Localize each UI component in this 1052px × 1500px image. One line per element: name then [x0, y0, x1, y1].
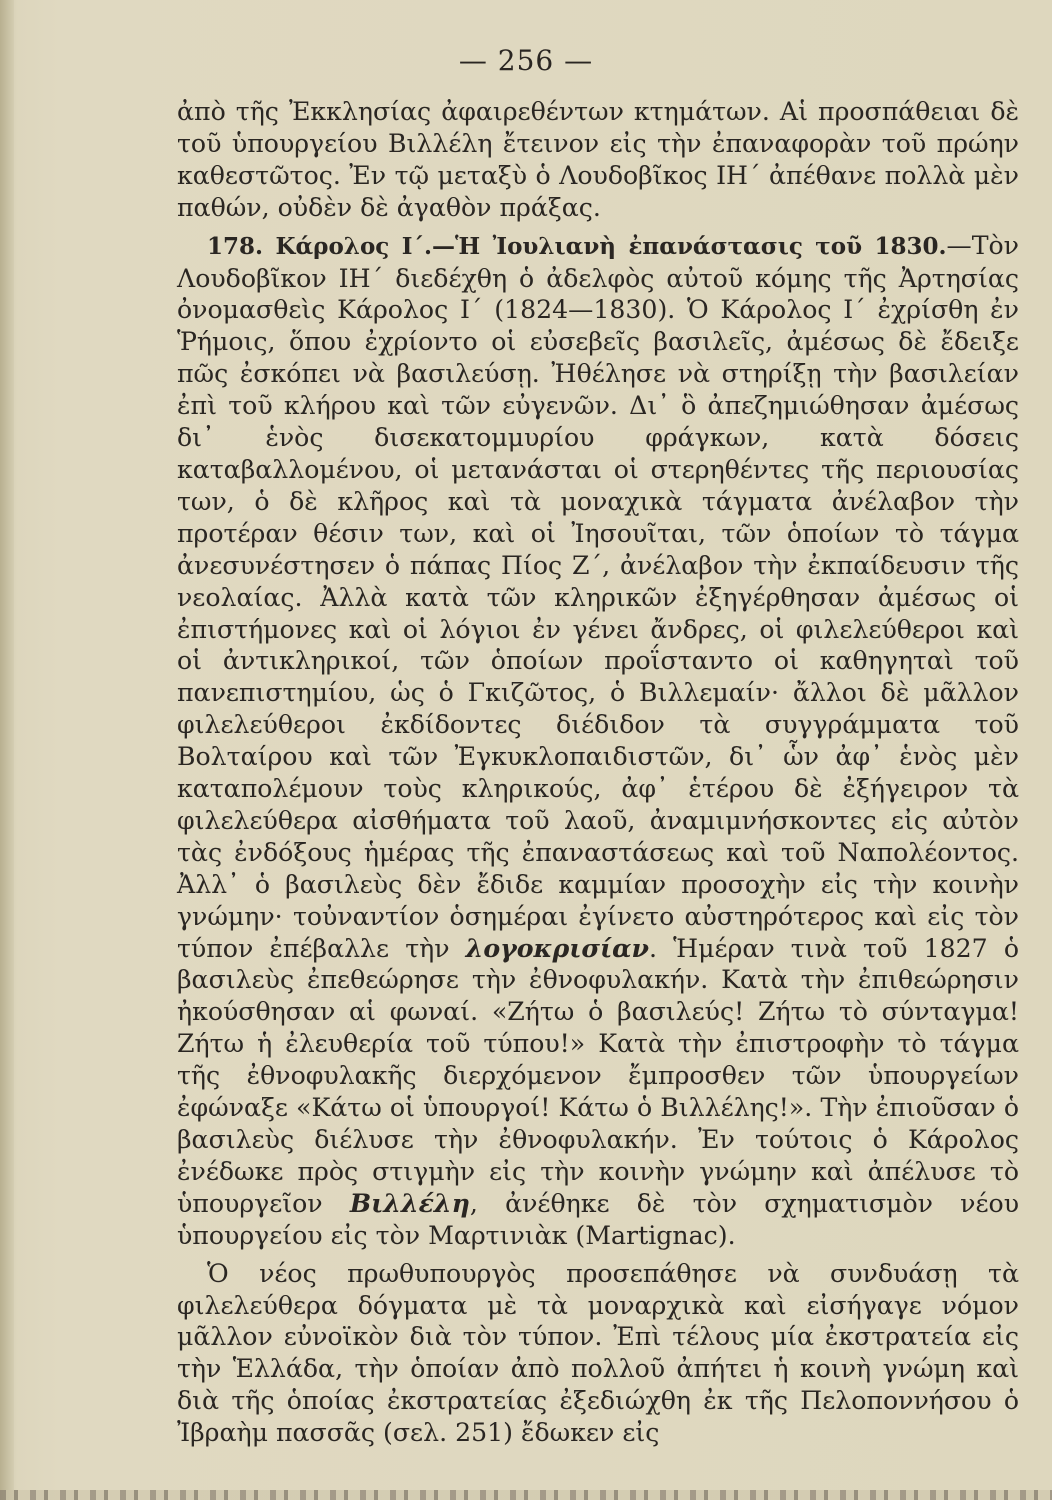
paragraph-3: Ὁ νέος πρωθυπουργὸς προσεπάθησε νὰ συνδυάσῃ τὰ φιλελεύθερα δόγματα μὲ τὰ μοναρχικὰ καὶ εἰσήγαγε νόμον μᾶλλον εὐνοϊκὸν διὰ τὸν τύπον. Ἐπὶ τέλους μία ἐκστρατεία εἰς τὴν Ἑλλάδα, τὴν ὁποίαν ἀπὸ πολλοῦ ἀπήτει ἡ κοινὴ γνώμη καὶ διὰ τῆς ὁποίας ἐκστρατείας ἐξεδιώχθη ἐκ τῆς Πελοποννήσου ὁ Ἰβραὴμ πασσᾶς (σελ. 251) ἔδωκεν εἰς — [177, 1258, 1019, 1448]
section-text-a: —Τὸν Λουδοβῖκον ΙΗ΄ διεδέχθη ὁ ἀδελφὸς αὐτοῦ κόμης τῆς Ἀρτησίας ὀνομασθεὶς Κάρολος Ι΄ (1824—1830). Ὁ Κάρολος Ι΄ ἐχρίσθη ἐν Ῥήμοις, ὅπου ἐχρίοντο οἱ εὐσεβεῖς βασιλεῖς, ἀμέσως δὲ ἔδειξε πῶς ἐσκόπει νὰ βασιλεύσῃ. Ἠθέλησε νὰ στηρίξῃ τὴν βασιλείαν ἐπὶ τοῦ κλήρου καὶ τῶν εὐγενῶν. Δι᾽ ὃ ἀπεζημιώθησαν ἀμέσως δι᾽ ἑνὸς δισεκατομμυρίου φράγκων, κατὰ δόσεις καταβαλλομένου, οἱ μετανάσται οἱ στερηθέντες τῆς περιουσίας των, ὁ δὲ κλῆρος καὶ τὰ μοναχικὰ τάγματα ἀνέλαβον τὴν προτέραν θέσιν των, καὶ οἱ Ἰησουῖται, τῶν ὁποίων τὸ τάγμα ἀνεσυνέστησεν ὁ πάπας Πίος Ζ΄, ἀνέλαβον τὴν ἐκπαίδευσιν τῆς νεολαίας. Ἀλλὰ κατὰ τῶν κληρικῶν ἐξηγέρθησαν ἀμέσως οἱ ἐπιστήμονες καὶ οἱ λόγιοι ἐν γένει ἄνδρες, οἱ φιλελεύθεροι καὶ οἱ ἀντικληρικοί, τῶν ὁποίων προΐσταντο οἱ καθηγηταὶ τοῦ πανεπιστημίου, ὡς ὁ Γκιζῶτος, ὁ Βιλλεμαίν· ἄλλοι δὲ μᾶλλον φιλελεύθεροι ἐκδίδοντες διέδιδον τὰ συγγράμματα τοῦ Βολταίρου καὶ τῶν Ἐγκυκλοπαιδιστῶν, δι᾽ ὧν ἀφ᾽ ἑνὸς μὲν καταπολέμουν τοὺς κληρικούς, ἀφ᾽ ἑτέρου δὲ ἐξήγειρον τὰ φιλελεύθερα αἰσθήματα τοῦ λαοῦ, ἀναμιμνήσκοντες εἰς αὐτὸν τὰς ἐνδόξους ἡμέρας τῆς ἐπαναστάσεως καὶ τοῦ Ναπολέοντος. Ἀλλ᾽ ὁ βασιλεὺς δὲν ἔδιδε καμμίαν προσοχὴν εἰς τὴν κοινὴν γνώμην· τοὐναντίον ὁσημέραι ἐγίνετο αὐστηρότερος καὶ εἰς τὸν τύπον ἐπέβαλλε τὴν — [177, 230, 1019, 963]
paragraph-1: ἀπὸ τῆς Ἐκκλησίας ἀφαιρεθέντων κτημάτων. Αἱ προσπάθειαι δὲ τοῦ ὑπουργείου Βιλλέλη ἔτεινον εἰς τὴν ἐπαναφορὰν τοῦ πρώην καθεστῶτος. Ἐν τῷ μεταξὺ ὁ Λουδοβῖκος ΙΗ΄ ἀπέθανε πολλὰ μὲν παθών, οὐδὲν δὲ ἀγαθὸν πράξας. — [177, 97, 1019, 222]
page-number: — 256 — — [458, 44, 594, 77]
paragraph-section-178 — [177, 230, 1019, 1252]
emphasis-logokrisia: λογοκρισίαν — [465, 932, 649, 963]
page-body — [177, 96, 1019, 1449]
section-title: Κάρολος Ι΄.—Ἡ Ἰουλιανὴ ἐπανάστασις τοῦ 1830. — [275, 232, 947, 260]
section-text-b: . Ἡμέραν τινὰ τοῦ 1827 ὁ βασιλεὺς ἐπεθεώρησε τὴν ἐθνοφυλακήν. Κατὰ τὴν ἐπιθεώρησιν ἠκούσθησαν αἱ φωναί. «Ζήτω ὁ βασιλεύς! Ζήτω τὸ σύνταγμα! Ζήτω ἡ ἐλευθερία τοῦ τύπου!» Κατὰ τὴν ἐπιστροφὴν τὸ τάγμα τῆς ἐθνοφυλακῆς διερχόμενον ἔμπροσθεν τῶν ὑπουργείων ἐφώναξε «Κάτω οἱ ὑπουργοί! Κάτω ὁ Βιλλέλης!». Τὴν ἐπιοῦσαν ὁ βασιλεὺς διέλυσε τὴν ἐθνοφυλακήν. Ἐν τούτοις ὁ Κάρολος ἐνέδωκε πρὸς στιγμὴν εἰς τὴν κοινὴν γνώμην καὶ ἀπέλυσε τὸ ὑπουργεῖον — [177, 933, 1019, 1218]
emphasis-villeli: Βιλλέλη — [349, 1187, 470, 1218]
page-bottom-edge — [0, 1490, 1052, 1500]
page-binding-edge — [0, 0, 14, 1500]
section-number: 178. — [207, 232, 264, 260]
section-text-c: , ἀνέθηκε δὲ τὸν σχηματισμὸν νέου ὑπουργείου εἰς τὸν Μαρτινιὰκ (Martignac). — [177, 1188, 1020, 1250]
